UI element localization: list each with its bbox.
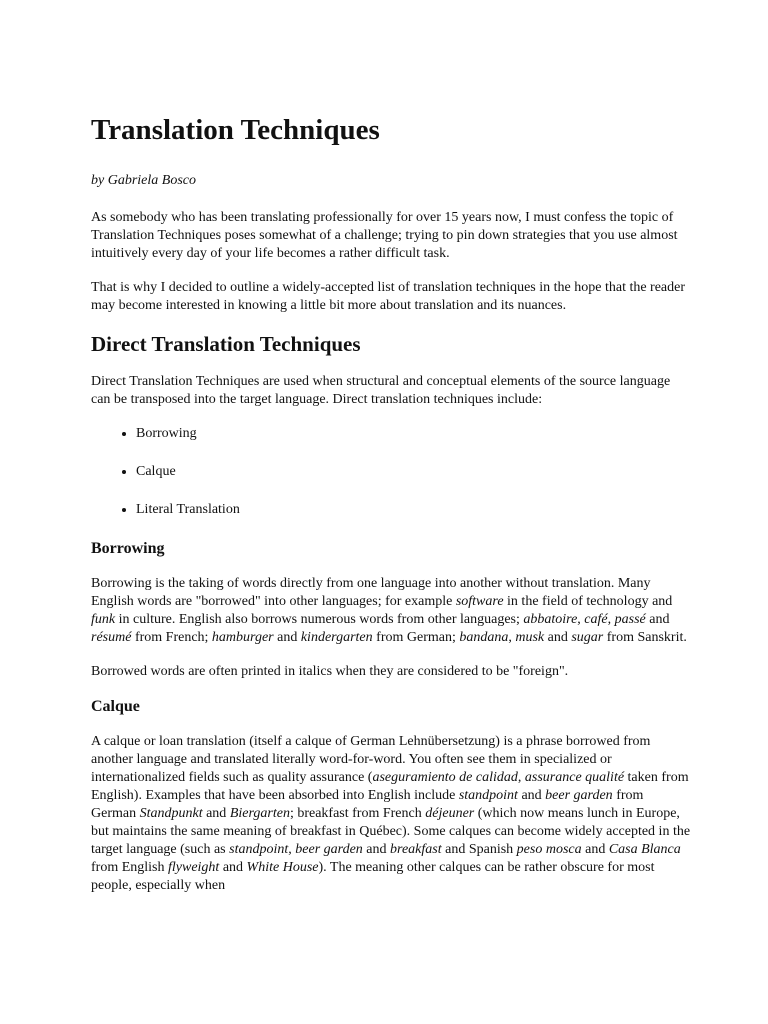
list-item: • Borrowing [136, 425, 691, 443]
text-run: and [202, 806, 230, 821]
text-run: Borrowing is the taking of words directly from one language into another without translation. Many English words are "borrowed" into other languages; for example [91, 576, 651, 609]
italic-term: abbatoire [523, 612, 578, 627]
text-run: (which now means lunch in Europe, but maintains the same meaning of breakfast in Québec). Some calques can become widely accepted in the target language (such as [91, 806, 691, 857]
section-heading-borrowing: Borrowing [91, 540, 165, 557]
text-run: from French; [131, 630, 212, 645]
text-run: ). The meaning other calques can be rather obscure for most people, especially when [91, 860, 655, 893]
intro-paragraph-1: As somebody who has been translating professionally for over 15 years now, I must confess the topic of Translation Techniques poses somewhat of a challenge; trying to pin down strategies that you use almost intuitively every day of your life becomes a rather difficult task. [91, 210, 678, 261]
italic-term: flyweight [168, 860, 220, 875]
text-run: from German [91, 788, 644, 821]
italic-term: beer garden [295, 842, 363, 857]
italic-term: breakfast [390, 842, 442, 857]
borrowing-paragraph-1 [91, 575, 691, 647]
list-item: • Calque [136, 463, 691, 481]
italic-term: assurance qualité [524, 770, 625, 785]
italic-term: résumé [91, 630, 132, 645]
italic-term: White House [246, 860, 319, 875]
text-run: A calque or loan translation (itself a calque of German Lehnübersetzung) is a phrase borrowed from another language and translated literally word-for-word. You often see them in specialized or internationalized fields such as quality assurance ( [91, 734, 651, 785]
text-run: , [607, 612, 615, 627]
borrowing-paragraph-2: Borrowed words are often printed in italics when they are considered to be "foreign". [91, 664, 569, 679]
text-run: and [544, 630, 572, 645]
italic-term: bandana [459, 630, 509, 645]
text-run: , [577, 612, 585, 627]
text-run: , [288, 842, 296, 857]
text-run: and [517, 788, 546, 803]
italic-term: beer garden [545, 788, 613, 803]
text-run: and [362, 842, 391, 857]
italic-term: Biergarten [229, 806, 290, 821]
italic-term: Casa Blanca [608, 842, 681, 857]
italic-term: déjeuner [425, 806, 475, 821]
italic-term: café [584, 612, 608, 627]
text-run: from Sanskrit. [603, 630, 687, 645]
text-run: and [273, 630, 301, 645]
text-run: ; breakfast from French [289, 806, 426, 821]
text-run: and [645, 612, 670, 627]
text-run: from German; [372, 630, 460, 645]
document-page [91, 112, 691, 911]
italic-term: sugar [571, 630, 604, 645]
document-title: Translation Techniques [91, 114, 380, 146]
section-heading-calque: Calque [91, 698, 140, 715]
italic-term: musk [515, 630, 545, 645]
list-item: • Literal Translation [136, 501, 691, 519]
italic-term: funk [91, 612, 116, 627]
text-run: and [219, 860, 247, 875]
text-run: in the field of technology and [503, 594, 673, 609]
text-run: and [581, 842, 609, 857]
italic-term: standpoint [229, 842, 289, 857]
text-run: and Spanish [441, 842, 517, 857]
text-run: in culture. English also borrows numerous words from other languages; [115, 612, 524, 627]
intro-paragraph-2: That is why I decided to outline a widely-accepted list of translation techniques in the hope that the reader may become interested in knowing a little bit more about translation and its nuances. [91, 280, 686, 313]
italic-term: software [455, 594, 504, 609]
text-run: from English [91, 860, 168, 875]
calque-paragraph-1 [91, 733, 691, 895]
italic-term: hamburger [211, 630, 274, 645]
text-run: , [517, 770, 525, 785]
italic-term: Standpunkt [139, 806, 203, 821]
italic-term: standpoint [458, 788, 518, 803]
italic-term: peso mosca [516, 842, 582, 857]
text-run: , [508, 630, 516, 645]
technique-list [91, 425, 691, 519]
direct-translation-paragraph: Direct Translation Techniques are used when structural and conceptual elements of the source language can be transposed into the target language. Direct translation techniques include: [91, 374, 671, 407]
byline: by Gabriela Bosco [91, 173, 196, 188]
section-heading-direct-translation: Direct Translation Techniques [91, 332, 361, 356]
italic-term: passé [614, 612, 646, 627]
italic-term: aseguramiento de calidad [372, 770, 518, 785]
italic-term: kindergarten [300, 630, 373, 645]
text-run: taken from English). Examples that have been absorbed into English include [91, 770, 689, 803]
